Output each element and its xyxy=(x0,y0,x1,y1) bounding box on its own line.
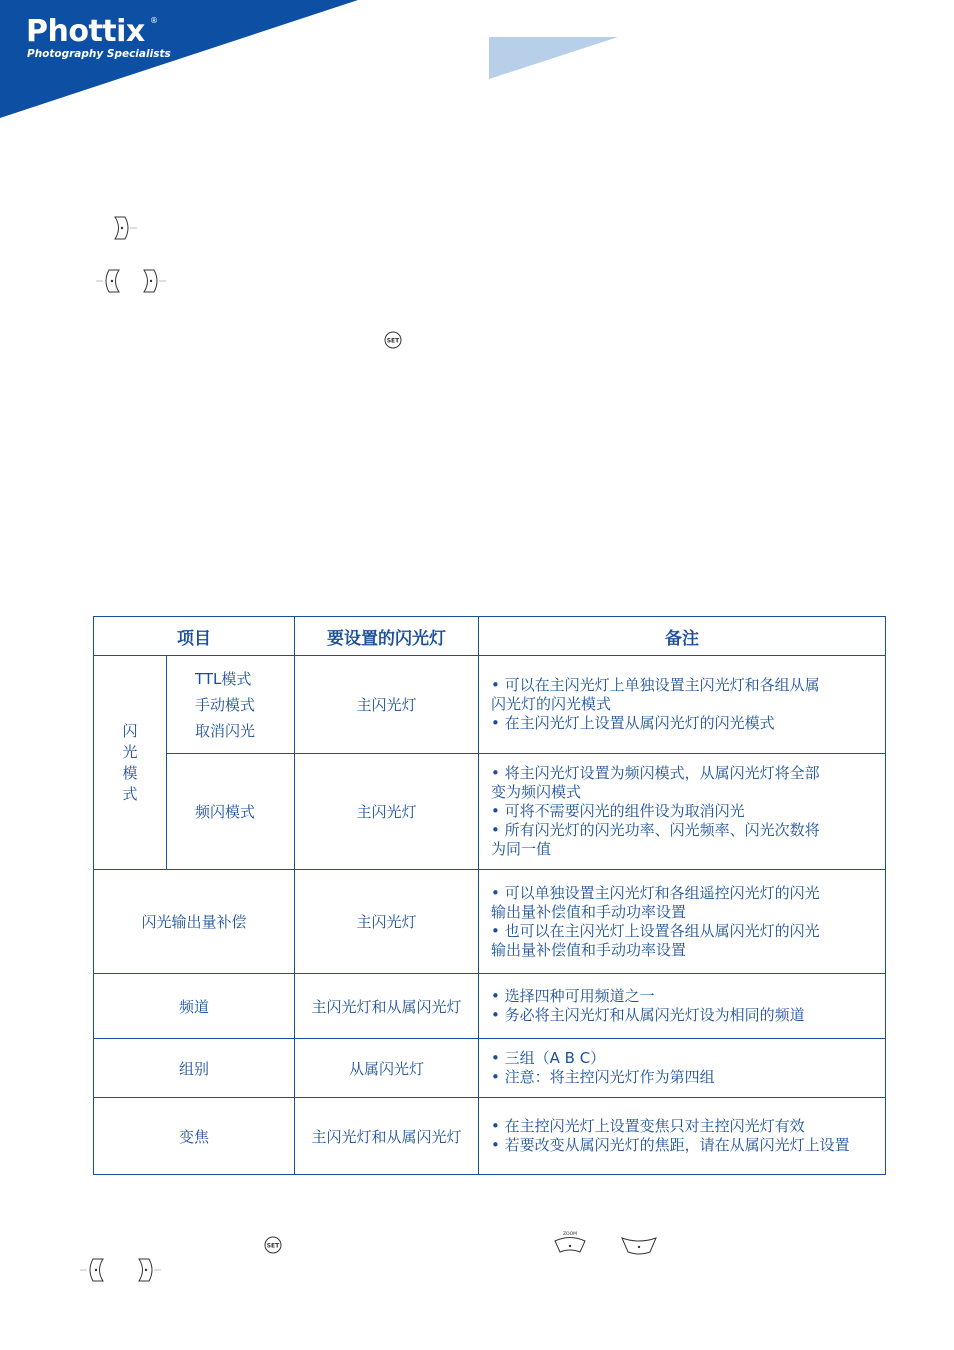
dial-left-icon xyxy=(80,1257,106,1283)
item-cell: 频道 xyxy=(94,974,295,1039)
item-cell: 组别 xyxy=(94,1039,295,1098)
zoom-label: ZOOM xyxy=(562,1232,578,1237)
brand-logo: Phottix xyxy=(26,14,145,49)
notes-cell: • 三组（A B C） • 注意：将主控闪光灯作为第四组 xyxy=(479,1039,886,1098)
item-cell: 闪光输出量补偿 xyxy=(94,870,295,974)
set-label: SET xyxy=(266,1242,280,1250)
notes-cell: • 在主控闪光灯上设置变焦只对主控闪光灯有效 • 若要改变从属闪光灯的焦距，请在从属闪光灯上设置 xyxy=(479,1098,886,1175)
flash-mode-label: 闪 光 模 式 xyxy=(94,656,167,870)
dial-right-icon xyxy=(136,1257,162,1283)
flash-cell: 从属闪光灯 xyxy=(295,1039,479,1098)
flash-cell: 主闪光灯和从属闪光灯 xyxy=(295,974,479,1039)
set-button-icon xyxy=(384,331,402,349)
flash-cell: 主闪光灯 xyxy=(295,656,479,754)
dial-right-icon xyxy=(112,215,138,241)
table-row xyxy=(94,1039,886,1098)
header-notes: 备注 xyxy=(479,617,886,656)
table-row xyxy=(94,754,886,870)
set-label: SET xyxy=(386,337,400,345)
zoom-button-icon xyxy=(553,1228,587,1254)
header-item: 项目 xyxy=(94,617,295,656)
brand-registered-mark: ® xyxy=(150,16,158,25)
flash-cell: 主闪光灯和从属闪光灯 xyxy=(295,1098,479,1175)
notes-cell: • 可以在主闪光灯上单独设置主闪光灯和各组从属 闪光灯的闪光模式 • 在主闪光灯上设置从属闪光灯的闪光模式 xyxy=(479,656,886,754)
settings-table xyxy=(93,616,886,1175)
notes-cell: • 选择四种可用频道之一 • 务必将主闪光灯和从属闪光灯设为相同的频道 xyxy=(479,974,886,1039)
table-row xyxy=(94,870,886,974)
notes-cell: • 可以单独设置主闪光灯和各组遥控闪光灯的闪光 输出量补偿值和手动功率设置 • 也可以在主闪光灯上设置各组从属闪光灯的闪光 输出量补偿值和手动功率设置 xyxy=(479,870,886,974)
item-cell: 频闪模式 xyxy=(167,754,295,870)
item-cell: TTL模式 手动模式 取消闪光 xyxy=(167,656,295,754)
brand-tagline: Photography Specialists xyxy=(27,48,171,60)
header-flash: 要设置的闪光灯 xyxy=(295,617,479,656)
dial-left-icon xyxy=(96,268,122,294)
table-row xyxy=(94,1098,886,1175)
flash-cell: 主闪光灯 xyxy=(295,754,479,870)
table-header-row xyxy=(94,617,886,656)
accent-banner xyxy=(489,37,618,79)
set-button-icon xyxy=(264,1236,282,1254)
flash-cell: 主闪光灯 xyxy=(295,870,479,974)
table-row xyxy=(94,656,886,754)
dial-bottom-icon xyxy=(620,1234,658,1256)
table-row xyxy=(94,974,886,1039)
dial-right-icon xyxy=(141,268,167,294)
notes-cell: • 将主闪光灯设置为频闪模式，从属闪光灯将全部 变为频闪模式 • 可将不需要闪光的组件设为取消闪光 • 所有闪光灯的闪光功率、闪光频率、闪光次数将 为同一值 xyxy=(479,754,886,870)
item-cell: 变焦 xyxy=(94,1098,295,1175)
